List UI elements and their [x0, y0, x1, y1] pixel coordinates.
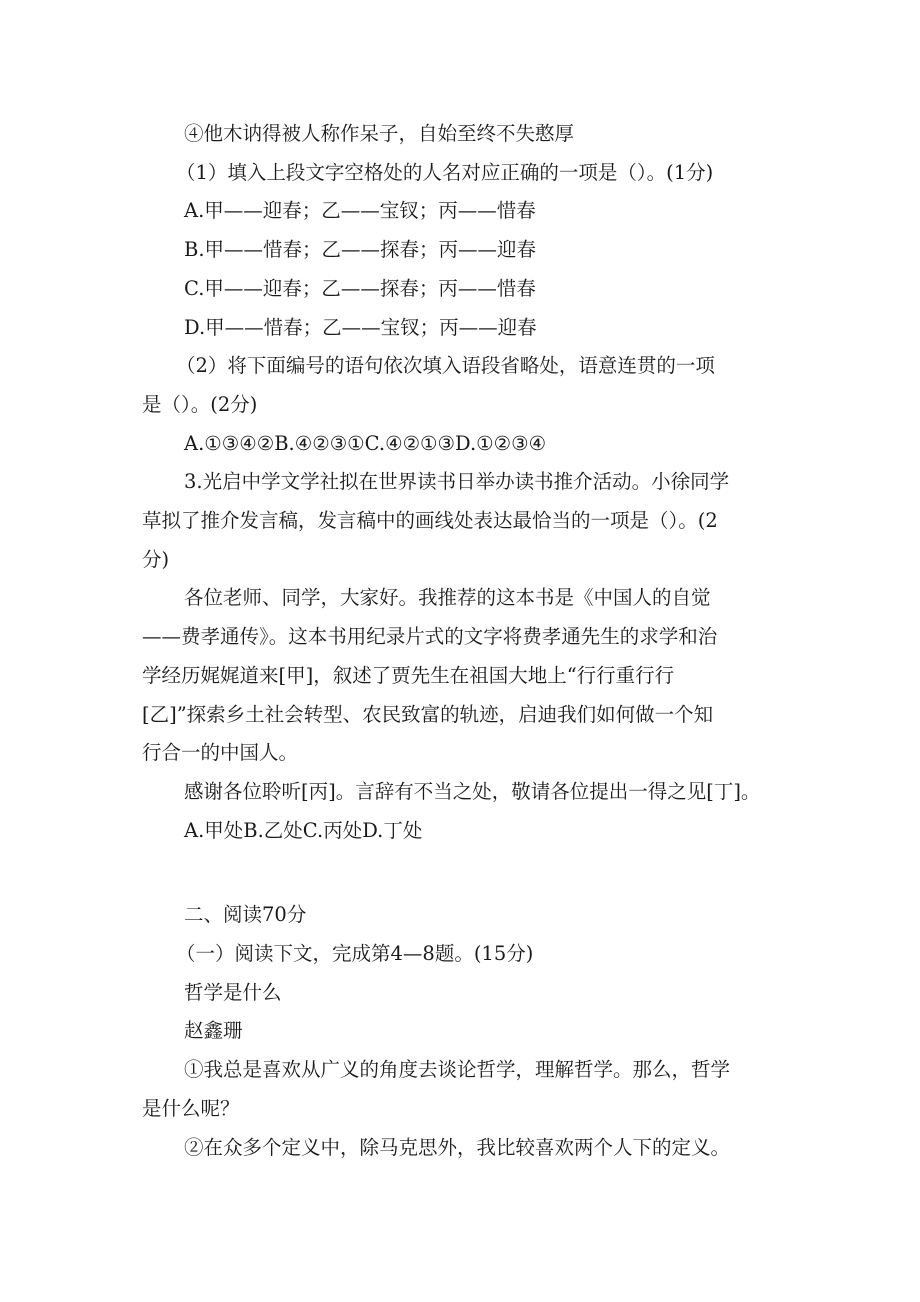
paragraph-line: [乙]”探索乡土社会转型、农民致富的轨迹，启迪我们如何做一个知	[142, 702, 714, 726]
question-line: （1）填入上段文字空格处的人名对应正确的一项是（）。(1分)	[176, 160, 714, 184]
option-line: A.甲——迎春；乙——宝钗；丙——惜春	[184, 199, 536, 223]
paragraph-line: ——费孝通传》。这本书用纪录片式的文字将费孝通先生的求学和治	[142, 625, 718, 649]
paragraph-line: 学经历娓娓道来[甲]，叙述了贾先生在祖国大地上“行行重行行	[142, 663, 675, 687]
option-line: A.甲处B.乙处C.丙处D.丁处	[184, 818, 423, 842]
option-line: B.甲——惜春；乙——探春；丙——迎春	[184, 238, 537, 262]
paragraph-line: ②在众多个定义中，除马克思外，我比较喜欢两个人下的定义。	[184, 1135, 731, 1159]
question-line: 草拟了推介发言稿，发言稿中的画线处表达最恰当的一项是（）。(2	[142, 509, 718, 533]
blank-gap	[142, 850, 792, 896]
paragraph-line: ①我总是喜欢从广义的角度去谈论哲学，理解哲学。那么，哲学	[184, 1058, 731, 1082]
option-line: C.甲——迎春；乙——探春；丙——惜春	[184, 276, 536, 300]
paragraph-line: 行合一的中国人。	[142, 741, 299, 765]
paragraph-line: 各位老师、同学，大家好。我推荐的这本书是《中国人的自觉	[184, 586, 711, 610]
subsection-heading: （一）阅读下文，完成第4—8题。(15分)	[176, 942, 534, 966]
document-body	[142, 115, 792, 1167]
question-line: 3.光启中学文学社拟在世界读书日举办读书推介活动。小徐同学	[184, 470, 730, 494]
article-author: 赵鑫珊	[184, 1019, 243, 1043]
question-line: （2）将下面编号的语句依次填入语段省略处，语意连贯的一项	[176, 354, 715, 378]
section-heading: 二、阅读70分	[184, 903, 307, 927]
option-line: D.甲——惜春；乙——宝钗；丙——迎春	[184, 315, 537, 339]
text-line: ④他木讷得被人称作呆子，自始至终不失憨厚	[184, 122, 575, 145]
question-line: 分)	[142, 547, 170, 571]
article-title: 哲学是什么	[184, 980, 282, 1004]
question-line: 是（）。(2分)	[142, 392, 258, 416]
paragraph-line: 是什么呢？	[142, 1096, 240, 1120]
paragraph-line: 感谢各位聆听[丙]。言辞有不当之处，敬请各位提出一得之见[丁]。	[184, 779, 761, 803]
option-line: A.①③④②B.④②③①C.④②①③D.①②③④	[184, 431, 547, 455]
